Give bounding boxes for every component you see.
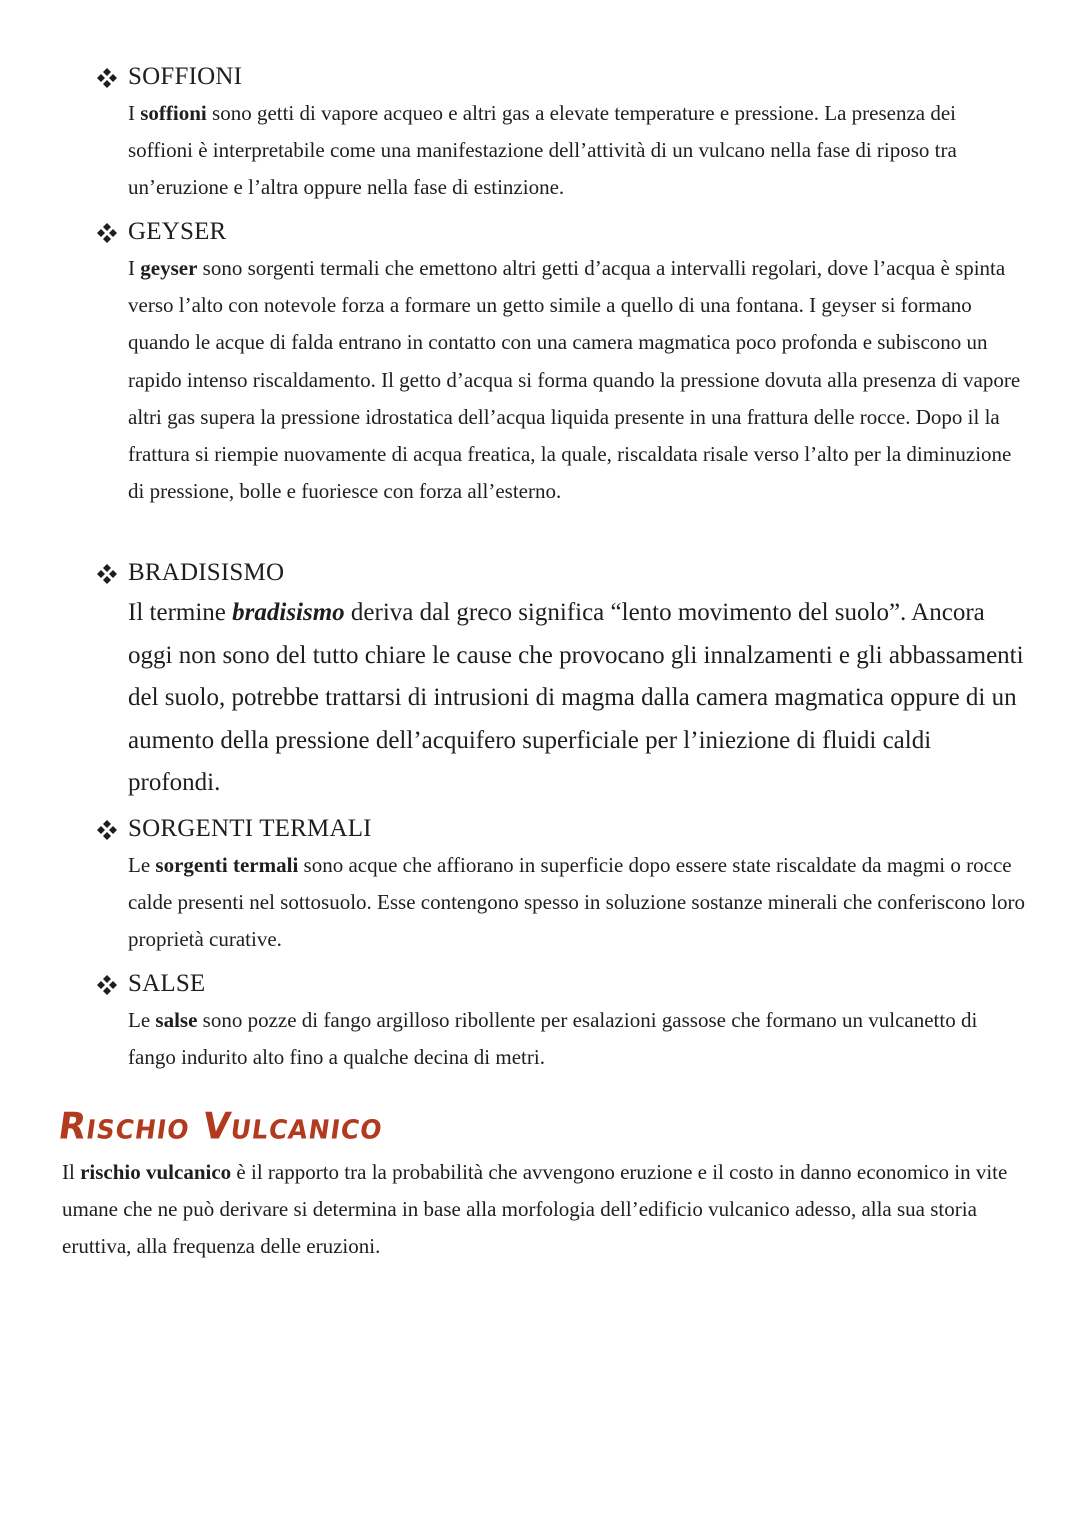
section-sorgenti-termali [96,814,1026,959]
section-geyser [96,217,1026,510]
four-diamond-bullet-icon [96,819,118,841]
text-lead: Le [128,853,156,877]
text-body: sono pozze di fango argilloso ribollente per esalazioni gassose che formano un vulcanetto di fango indurito alto fino a qualche decina di metri. [128,1008,978,1070]
text-body: è il rapporto tra la probabilità che avvengono eruzione e il costo in danno economico in vite umane che ne può derivare si determina in base alla morfologia dell’edificio vulcanico adesso, alla sua storia eruttiva, alla frequenza delle eruzioni. [62,1160,1008,1259]
section-title: SORGENTI TERMALI [128,815,372,842]
text-lead: Le [128,1008,156,1032]
text-body: sono sorgenti termali che emettono altri getti d’acqua a intervalli regolari, dove l’acqua è spinta verso l’alto con notevole forza a formare un getto simile a quello di una fontana. I geyser si formano quando le acque di falda entrano in contatto con una camera magmatica poco profonda e subiscono un rapido intenso riscaldamento. Il getto d’acqua si forma quando la pressione dovuta alla presenza di vapore altri gas supera la pressione idrostatica dell’acqua liquida presente in una frattura delle rocce. Dopo il la frattura si riempie nuovamente di acqua freatica, la quale, riscaldata risale verso l’alto per la diminuzione di pressione, bolle e fuoriesce con forza all’esterno. [128,256,1021,504]
four-diamond-bullet-icon [96,222,118,244]
key-term: bradisismo [232,599,345,626]
key-term: rischio vulcanico [80,1160,232,1184]
section-title: GEYSER [128,218,227,245]
rischio-paragraph [62,1154,1022,1266]
key-term: sorgenti termali [155,853,299,877]
section-paragraph [96,250,1026,510]
section-title: BRADISISMO [128,559,285,586]
text-body: sono getti di vapore acqueo e altri gas a elevate temperature e pressione. La presenza dei soffioni è interpretabile come una manifestazione dell’attività di un vulcano nella fase di riposo tra un’eruzione e l’altra oppure nella fase di estinzione. [128,101,957,200]
section-main-title: Rischio Vulcanico [55,1106,386,1149]
section-soffioni [96,62,1026,207]
section-title: SOFFIONI [128,63,243,90]
four-diamond-bullet-icon [96,67,118,89]
four-diamond-bullet-icon [96,563,118,585]
text-body: deriva dal greco significa “lento movimento del suolo”. Ancora oggi non sono del tutto chiare le cause che provocano gli innalzamenti e gli abbassamenti del suolo, potrebbe trattarsi di intrusioni di magma dalla camera magmatica oppure di un aumento della pressione dell’acquifero superficiale per l’iniezione di fluidi caldi profondi. [128,599,1024,796]
section-heading [96,62,1026,92]
text-lead: Il termine [128,599,233,626]
text-body: sono acque che affiorano in superficie dopo essere state riscaldate da magmi o rocce calde presenti nel sottosuolo. Esse contengono spesso in soluzione sostanze minerali che conferiscono loro proprietà curative. [128,853,1025,952]
text-lead: I [128,101,141,125]
key-term: geyser [140,256,198,280]
section-heading [96,814,1026,844]
section-paragraph [96,592,1026,805]
text-lead: I [128,256,141,280]
section-title: SALSE [128,970,206,997]
section-paragraph [96,847,1026,959]
section-heading [96,558,1026,588]
section-salse [96,969,1026,1076]
section-heading [96,969,1026,999]
key-term: soffioni [140,101,207,125]
section-heading [96,217,1026,247]
text-lead: Il [62,1160,81,1184]
key-term: salse [155,1008,198,1032]
four-diamond-bullet-icon [96,974,118,996]
section-bradisismo [96,558,1026,805]
section-paragraph [96,1002,1026,1076]
section-paragraph [96,95,1026,207]
